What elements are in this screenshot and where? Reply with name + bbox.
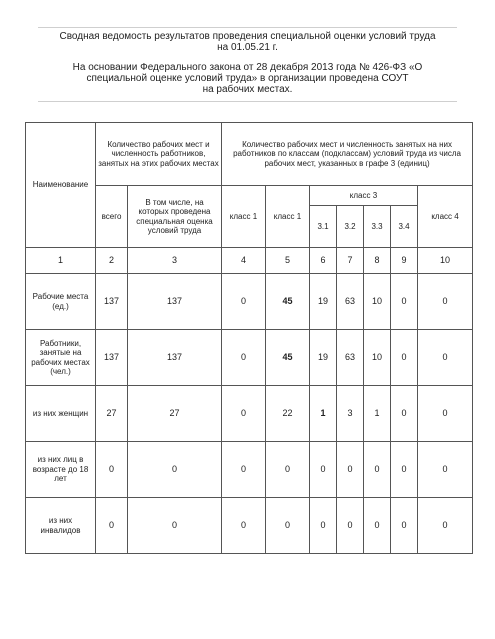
value-class-3-4: 0 — [391, 386, 418, 442]
value-class-4: 0 — [418, 498, 473, 554]
value-class-3-3: 0 — [364, 498, 391, 554]
heading-divider — [38, 101, 457, 102]
value-class-2: 45 — [266, 274, 310, 330]
value-class-3-2: 0 — [337, 442, 364, 498]
value-assessed: 27 — [128, 386, 222, 442]
basis-line-3: на рабочих местах. — [202, 84, 293, 95]
table-row — [26, 442, 473, 498]
row-label: Работники, занятые на рабочих местах (чел.) — [26, 330, 96, 386]
value-class-3-2: 63 — [337, 330, 364, 386]
value-assessed: 137 — [128, 274, 222, 330]
column-number: 10 — [418, 248, 473, 274]
value-class-3-2: 0 — [337, 498, 364, 554]
value-class-2: 45 — [266, 330, 310, 386]
basis-line-1: На основании Федерального закона от 28 декабря 2013 года № 426-ФЗ «О — [72, 62, 423, 73]
value-class-3-1: 0 — [310, 498, 337, 554]
header-class-4: класс 4 — [418, 186, 473, 248]
results-table — [25, 122, 473, 554]
column-number: 3 — [128, 248, 222, 274]
column-number: 1 — [26, 248, 96, 274]
top-divider — [38, 27, 457, 28]
value-class-3-4: 0 — [391, 330, 418, 386]
header-subclass-3-1: 3.1 — [310, 206, 337, 248]
column-number: 5 — [266, 248, 310, 274]
column-number: 8 — [364, 248, 391, 274]
title-line-1: Сводная ведомость результатов проведения специальной оценки условий труда — [59, 31, 436, 42]
value-class-3-1: 19 — [310, 274, 337, 330]
column-number: 9 — [391, 248, 418, 274]
header-class-3: класс 3 — [310, 186, 418, 206]
value-class-3-4: 0 — [391, 274, 418, 330]
value-total: 27 — [96, 386, 128, 442]
value-class-1: 0 — [222, 442, 266, 498]
column-number: 7 — [337, 248, 364, 274]
column-number: 4 — [222, 248, 266, 274]
column-number-row — [26, 248, 473, 274]
legal-basis — [20, 62, 475, 95]
header-class-1: класс 1 — [222, 186, 266, 248]
value-class-3-4: 0 — [391, 498, 418, 554]
value-total: 0 — [96, 442, 128, 498]
value-class-3-1: 1 — [310, 386, 337, 442]
header-class-2: класс 1 — [266, 186, 310, 248]
value-assessed: 137 — [128, 330, 222, 386]
table-row — [26, 330, 473, 386]
value-total: 137 — [96, 330, 128, 386]
value-assessed: 0 — [128, 498, 222, 554]
value-class-1: 0 — [222, 330, 266, 386]
value-assessed: 0 — [128, 442, 222, 498]
value-class-4: 0 — [418, 274, 473, 330]
column-number: 6 — [310, 248, 337, 274]
value-class-3-3: 1 — [364, 386, 391, 442]
value-class-3-3: 10 — [364, 330, 391, 386]
basis-line-2: специальной оценке условий труда» в организации проведена СОУТ — [86, 73, 409, 84]
value-class-3-3: 0 — [364, 442, 391, 498]
value-class-4: 0 — [418, 442, 473, 498]
table-row — [26, 274, 473, 330]
row-label: Рабочие места (ед.) — [26, 274, 96, 330]
table-row — [26, 386, 473, 442]
header-subclass-3-4: 3.4 — [391, 206, 418, 248]
value-class-4: 0 — [418, 330, 473, 386]
document-title — [20, 31, 475, 53]
document-heading — [20, 31, 475, 95]
value-total: 137 — [96, 274, 128, 330]
value-class-3-3: 10 — [364, 274, 391, 330]
value-class-2: 0 — [266, 442, 310, 498]
header-row-1 — [26, 123, 473, 186]
value-class-1: 0 — [222, 498, 266, 554]
row-label: из них лиц в возрасте до 18 лет — [26, 442, 96, 498]
header-total: всего — [96, 186, 128, 248]
table-row — [26, 498, 473, 554]
value-class-1: 0 — [222, 386, 266, 442]
value-class-2: 22 — [266, 386, 310, 442]
value-class-1: 0 — [222, 274, 266, 330]
value-class-3-1: 0 — [310, 442, 337, 498]
value-class-3-4: 0 — [391, 442, 418, 498]
header-workplace-count: Количество рабочих мест и численность работников, занятых на этих рабочих местах — [96, 123, 222, 186]
header-class-count: Количество рабочих мест и численность занятых на них работников по классам (подклассам) условий труда из числа рабочих мест, указанных в графе 3 (единиц) — [222, 123, 473, 186]
row-label: из них инвалидов — [26, 498, 96, 554]
header-name: Наименование — [26, 123, 96, 248]
title-line-2: на 01.05.21 г. — [217, 42, 278, 53]
value-class-4: 0 — [418, 386, 473, 442]
value-class-3-1: 19 — [310, 330, 337, 386]
header-subclass-3-3: 3.3 — [364, 206, 391, 248]
header-subclass-3-2: 3.2 — [337, 206, 364, 248]
row-label: из них женщин — [26, 386, 96, 442]
value-class-2: 0 — [266, 498, 310, 554]
column-number: 2 — [96, 248, 128, 274]
value-class-3-2: 3 — [337, 386, 364, 442]
value-class-3-2: 63 — [337, 274, 364, 330]
value-total: 0 — [96, 498, 128, 554]
header-assessed: В том числе, на которых проведена специальная оценка условий труда — [128, 186, 222, 248]
